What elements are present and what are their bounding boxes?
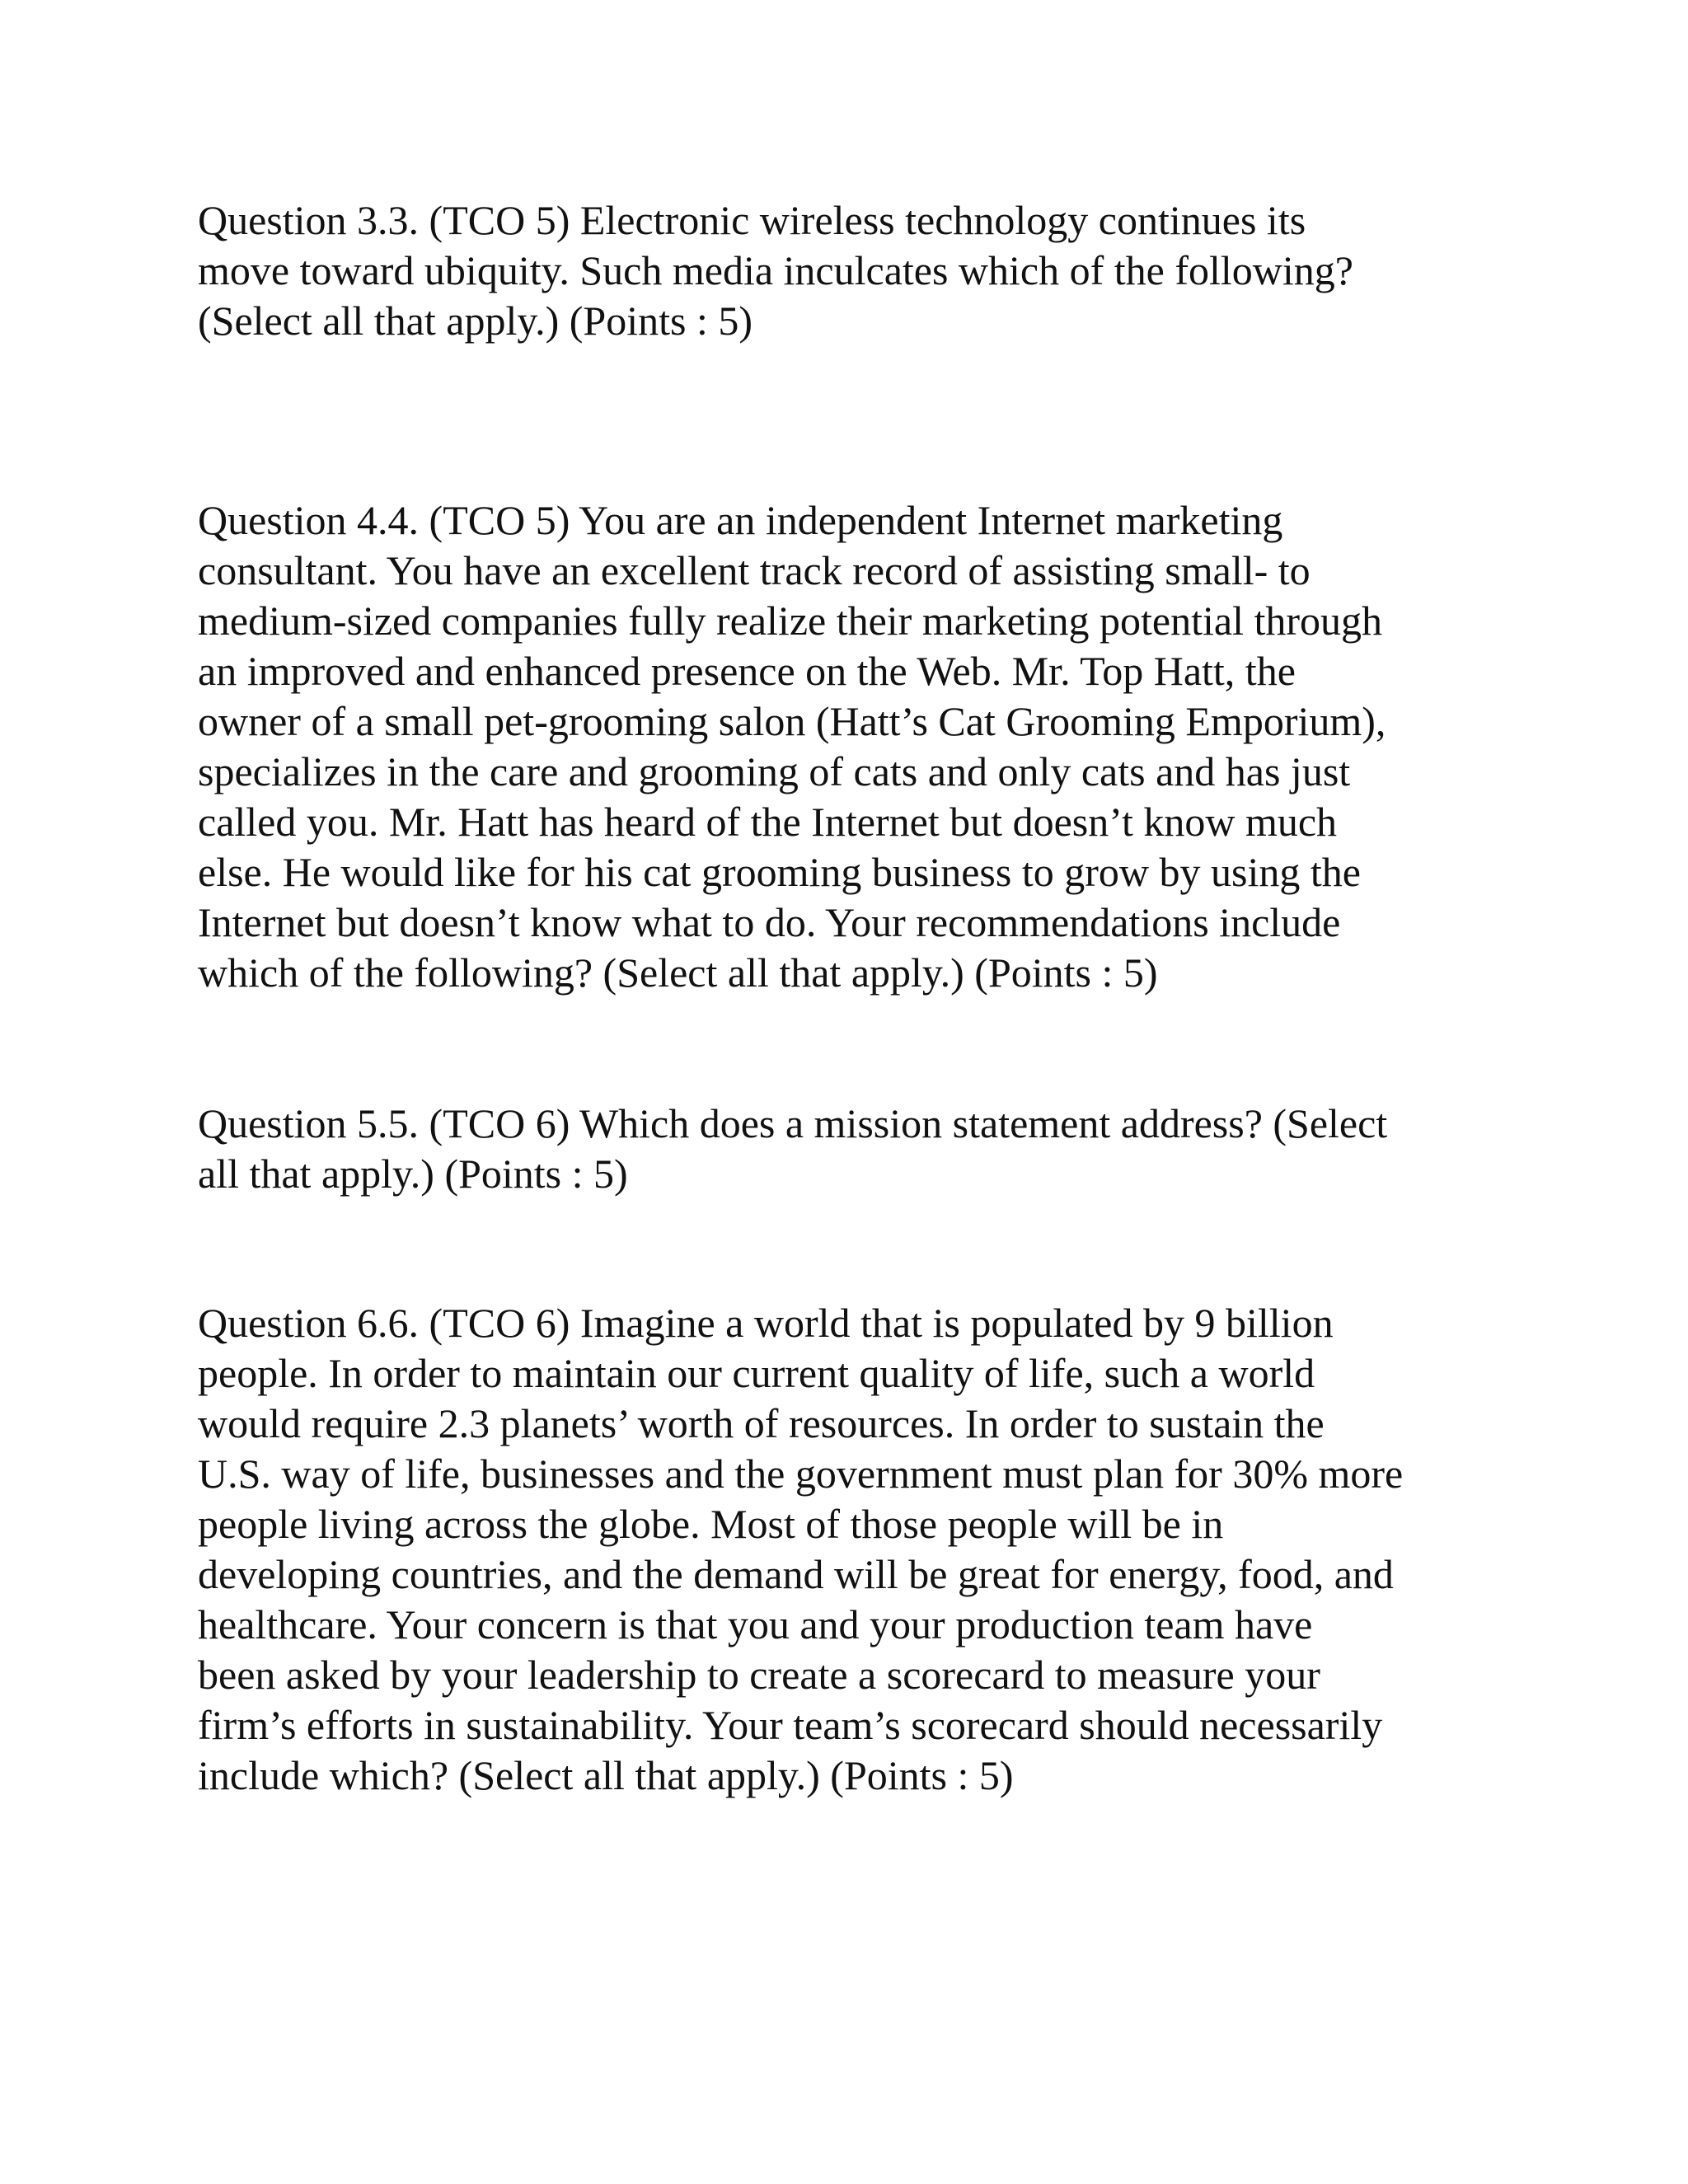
- question-line: consultant. You have an excellent track record of assisting small- to: [198, 547, 1311, 593]
- question-line: medium-sized companies fully realize their marketing potential through: [198, 598, 1383, 644]
- question-line: Internet but doesn’t know what to do. Your recommendations include: [198, 899, 1341, 945]
- question-line: called you. Mr. Hatt has heard of the Internet but doesn’t know much: [198, 799, 1338, 845]
- question-line: Question 4.4. (TCO 5) You are an independent Internet marketing: [198, 497, 1283, 543]
- question-line: Question 3.3. (TCO 5) Electronic wireless technology continues its: [198, 197, 1306, 243]
- question-line: people. In order to maintain our current quality of life, such a world: [198, 1350, 1315, 1396]
- question-line: healthcare. Your concern is that you and your production team have: [198, 1601, 1313, 1647]
- question-line: include which? (Select all that apply.) (Points : 5): [198, 1752, 1014, 1798]
- question-line: (Select all that apply.) (Points : 5): [198, 298, 753, 344]
- question-line: developing countries, and the demand will be great for energy, food, and: [198, 1551, 1394, 1597]
- question-4-4: [198, 495, 1500, 998]
- question-6-6: [198, 1298, 1500, 1801]
- question-line: move toward ubiquity. Such media inculcates which of the following?: [198, 247, 1353, 293]
- question-line: people living across the globe. Most of those people will be in: [198, 1501, 1224, 1547]
- question-5-5: [198, 1099, 1500, 1199]
- question-line: would require 2.3 planets’ worth of resources. In order to sustain the: [198, 1400, 1325, 1446]
- question-line: Question 6.6. (TCO 6) Imagine a world that is populated by 9 billion: [198, 1300, 1334, 1346]
- question-3-3: [198, 195, 1500, 346]
- question-line: which of the following? (Select all that apply.) (Points : 5): [198, 949, 1158, 996]
- question-line: U.S. way of life, businesses and the government must plan for 30% more: [198, 1451, 1404, 1497]
- question-line: Question 5.5. (TCO 6) Which does a mission statement address? (Select: [198, 1100, 1388, 1146]
- question-line: all that apply.) (Points : 5): [198, 1151, 628, 1197]
- question-line: else. He would like for his cat grooming business to grow by using the: [198, 849, 1361, 895]
- question-line: owner of a small pet-grooming salon (Hatt’s Cat Grooming Emporium),: [198, 698, 1386, 744]
- question-line: specializes in the care and grooming of cats and only cats and has just: [198, 748, 1351, 794]
- question-line: firm’s efforts in sustainability. Your team’s scorecard should necessarily: [198, 1702, 1383, 1748]
- question-line: an improved and enhanced presence on the Web. Mr. Top Hatt, the: [198, 648, 1296, 694]
- question-line: been asked by your leadership to create a scorecard to measure your: [198, 1652, 1320, 1698]
